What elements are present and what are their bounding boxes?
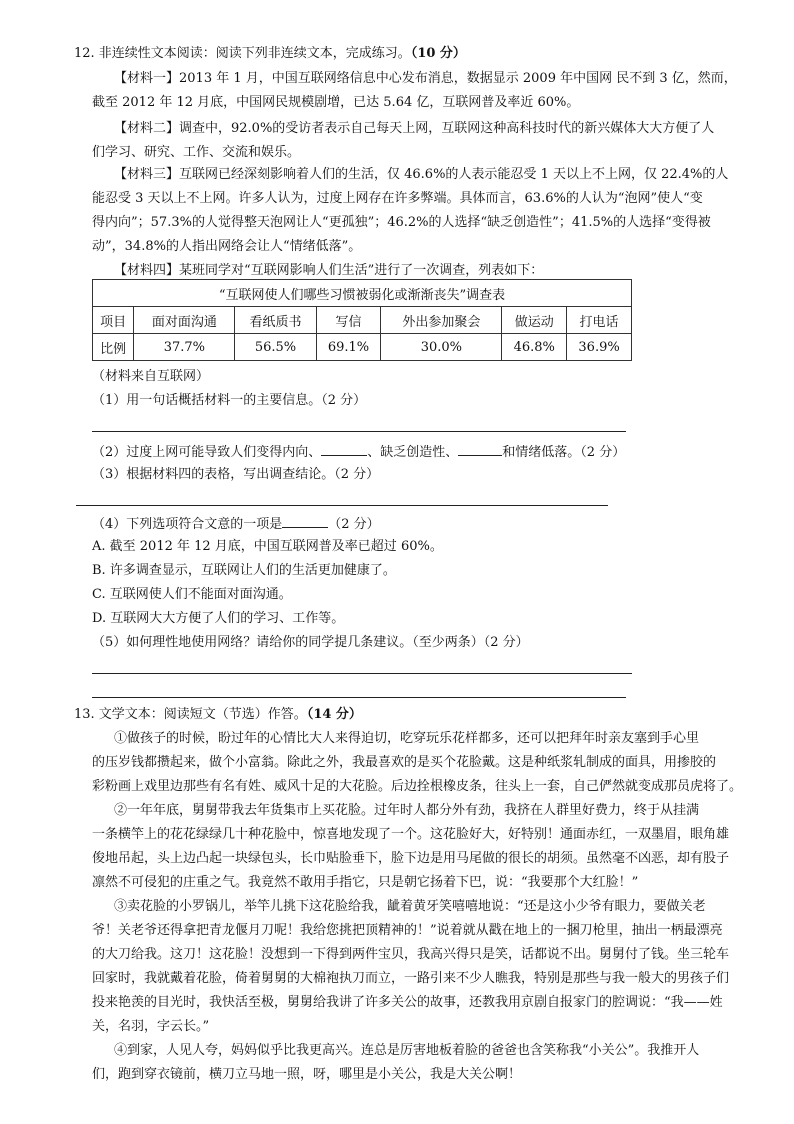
para-2-line-3: 俊地吊起，头上边凸起一块绿包头，长巾贴脸垂下，脸下边是用马尾做的很长的胡须。虽然毫不凶恶，却有股子 xyxy=(92,851,730,866)
answer-line-5b[interactable] xyxy=(92,697,626,698)
para-3-line-5: 投来艳羡的目光时，我快活至极，舅舅给我讲了许多关公的故事，还教我用京剧自报家门的腔调说：“我——姓 xyxy=(92,995,723,1010)
option-b[interactable]: B. 许多调查显示，互联网让人们的生活更加健康了。 xyxy=(92,563,396,578)
subquestion-5: （5）如何理性地使用网络？请给你的同学提几条建议。（至少两条）（2 分） xyxy=(92,635,529,650)
table-header-cell: 外出参加聚会 xyxy=(381,307,502,334)
table-cell: 37.7% xyxy=(134,334,235,361)
q13-title xyxy=(74,706,362,724)
survey-table-header-row xyxy=(93,307,632,334)
subquestion-4-score: （2 分） xyxy=(328,517,380,532)
table-header-cell: 打电话 xyxy=(567,307,632,334)
survey-table-caption-row xyxy=(93,280,632,307)
subquestion-1: （1）用一句话概括材料一的主要信息。（2 分） xyxy=(92,393,367,408)
para-2-line-1: ②一年年底，舅舅带我去年货集市上买花脸。过年时人都分外有劲，我挤在人群里好费力，终于从挂满 xyxy=(114,803,700,818)
answer-line-5a[interactable] xyxy=(92,673,632,674)
para-1-line-3: 彩粉画上戏里边那些有名有姓、威风十足的大花脸。后边拴根橡皮条，往头上一套，自己俨然就变成那员虎将了。 xyxy=(92,779,743,794)
table-cell: 56.5% xyxy=(235,334,316,361)
para-3-line-4: 回家时，我就戴着花脸，倚着舅舅的大棉袍执刀而立，一路引来不少人瞧我，特别是那些与我一般大的男孩子们 xyxy=(92,971,730,986)
material-3-line-1: 【材料三】互联网已经深刻影响着人们的生活，仅 46.6%的人表示能忍受 1 天以上不上网，仅 22.4%的人 xyxy=(114,167,729,182)
option-c[interactable]: C. 互联网使人们不能面对面沟通。 xyxy=(92,587,292,602)
para-2-line-4: 凛然不可侵犯的庄重之气。我竟然不敢用手指它，只是朝它扬着下巴，说：“我要那个大红脸！” xyxy=(92,875,639,890)
para-1-line-2: 的压岁钱都攒起来，做个小富翁。除此之外，我最喜欢的是买个花脸戴。这是种纸浆轧制成的面具，用掺胶的 xyxy=(92,755,717,770)
table-header-cell: 做运动 xyxy=(502,307,567,334)
answer-line-1[interactable] xyxy=(92,431,626,432)
survey-table-data-row xyxy=(93,334,632,361)
table-header-cell: 项目 xyxy=(93,307,134,334)
para-3-line-1: ③卖花脸的小罗锅儿，举竿儿挑下这花脸给我，龇着黄牙笑嘻嘻地说：“还是这小少爷有眼力，要做关老 xyxy=(114,899,706,914)
subquestion-2-part-c: 和情绪低落。（2 分） xyxy=(502,445,626,460)
para-3-line-2: 爷！关老爷还得拿把青龙偃月刀呢！我给您挑把顶精神的！”说着就从戳在地上的一捆刀枪里，抽出一柄最漂亮 xyxy=(92,923,723,938)
blank-2a[interactable] xyxy=(321,442,367,456)
material-2-line-2: 们学习、研究、工作、交流和娱乐。 xyxy=(92,145,301,160)
source-note: （材料来自互联网） xyxy=(92,369,210,384)
subquestion-2 xyxy=(92,442,625,462)
blank-4[interactable] xyxy=(282,514,328,528)
para-4-line-1: ④到家，人见人夸，妈妈似乎比我更高兴。连总是厉害地板着脸的爸爸也含笑称我“小关公”。我推开人 xyxy=(114,1043,700,1058)
subquestion-2-part-b: 、缺乏创造性、 xyxy=(367,445,459,460)
material-1-line-2: 截至 2012 年 12 月底，中国网民规模剧增，已达 5.64 亿，互联网普及率近 60%。 xyxy=(92,95,580,110)
material-2-line-1: 【材料二】调查中，92.0%的受访者表示自己每天上网，互联网这种高科技时代的新兴媒体大大方便了人 xyxy=(114,121,715,136)
material-4-line-1: 【材料四】某班同学对“互联网影响人们生活”进行了一次调查，列表如下： xyxy=(114,263,544,278)
table-header-cell: 写信 xyxy=(316,307,381,334)
option-a[interactable]: A. 截至 2012 年 12 月底，中国互联网普及率已超过 60%。 xyxy=(92,539,443,554)
survey-table xyxy=(92,279,632,361)
survey-table-caption: “互联网使人们哪些习惯被弱化或渐渐丧失”调查表 xyxy=(93,280,632,307)
q13-title-text: 13. 文学文本：阅读短文（节选）作答。 xyxy=(74,707,307,722)
blank-2b[interactable] xyxy=(458,442,502,456)
subquestion-4-stem: （4）下列选项符合文意的一项是 xyxy=(92,517,283,532)
para-3-line-3: 的大刀给我。这刀！这花脸！没想到一下得到两件宝贝，我高兴得只是笑，话都说不出。舅舅付了钱。坐三轮车 xyxy=(92,947,730,962)
material-3-line-3: 得内向”；57.3%的人觉得整天泡网让人“更孤独”；46.2%的人选择“缺乏创造性”；41.5%的人选择“变得被 xyxy=(92,215,711,230)
para-3-line-6: 关，名羽，字云长。” xyxy=(92,1019,210,1034)
para-4-line-2: 们，跑到穿衣镜前，横刀立马地一照，呀，哪里是小关公，我是大关公啊！ xyxy=(92,1067,522,1082)
answer-line-3[interactable] xyxy=(76,505,608,506)
material-1-line-1: 【材料一】2013 年 1 月，中国互联网络信息中心发布消息，数据显示 2009 年中国网 民不到 3 亿，然而， xyxy=(114,71,737,86)
material-3-line-4: 动”，34.8%的人指出网络会让人“情绪低落”。 xyxy=(92,239,362,254)
subquestion-4 xyxy=(92,514,380,534)
option-d[interactable]: D. 互联网大大方便了人们的学习、工作等。 xyxy=(92,611,345,626)
table-cell: 46.8% xyxy=(502,334,567,361)
table-cell: 比例 xyxy=(93,334,134,361)
table-header-cell: 看纸质书 xyxy=(235,307,316,334)
para-2-line-2: 一条横竿上的花花绿绿几十种花脸中，惊喜地发现了一个。这花脸好大，好特别！通面赤红，一双墨眉，眼角雄 xyxy=(92,827,730,842)
subquestion-3: （3）根据材料四的表格，写出调查结论。（2 分） xyxy=(92,467,380,482)
q12-score: （10 分） xyxy=(410,46,466,61)
table-cell: 30.0% xyxy=(381,334,502,361)
para-1-line-1: ①做孩子的时候，盼过年的心情比大人来得迫切，吃穿玩乐花样都多，还可以把拜年时亲友塞到手心里 xyxy=(114,731,700,746)
q12-title-text: 12. 非连续性文本阅读：阅读下列非连续文本，完成练习。 xyxy=(74,46,411,61)
q12-title xyxy=(74,45,466,63)
table-header-cell: 面对面沟通 xyxy=(134,307,235,334)
table-cell: 36.9% xyxy=(567,334,632,361)
material-3-line-2: 能忍受 3 天以上不上网。许多人认为，过度上网存在许多弊端。具体而言，63.6%的人认为“泡网”使人“变 xyxy=(92,191,703,206)
subquestion-2-part-a: （2）过度上网可能导致人们变得内向、 xyxy=(92,445,322,460)
q13-score: （14 分） xyxy=(306,707,362,722)
table-cell: 69.1% xyxy=(316,334,381,361)
